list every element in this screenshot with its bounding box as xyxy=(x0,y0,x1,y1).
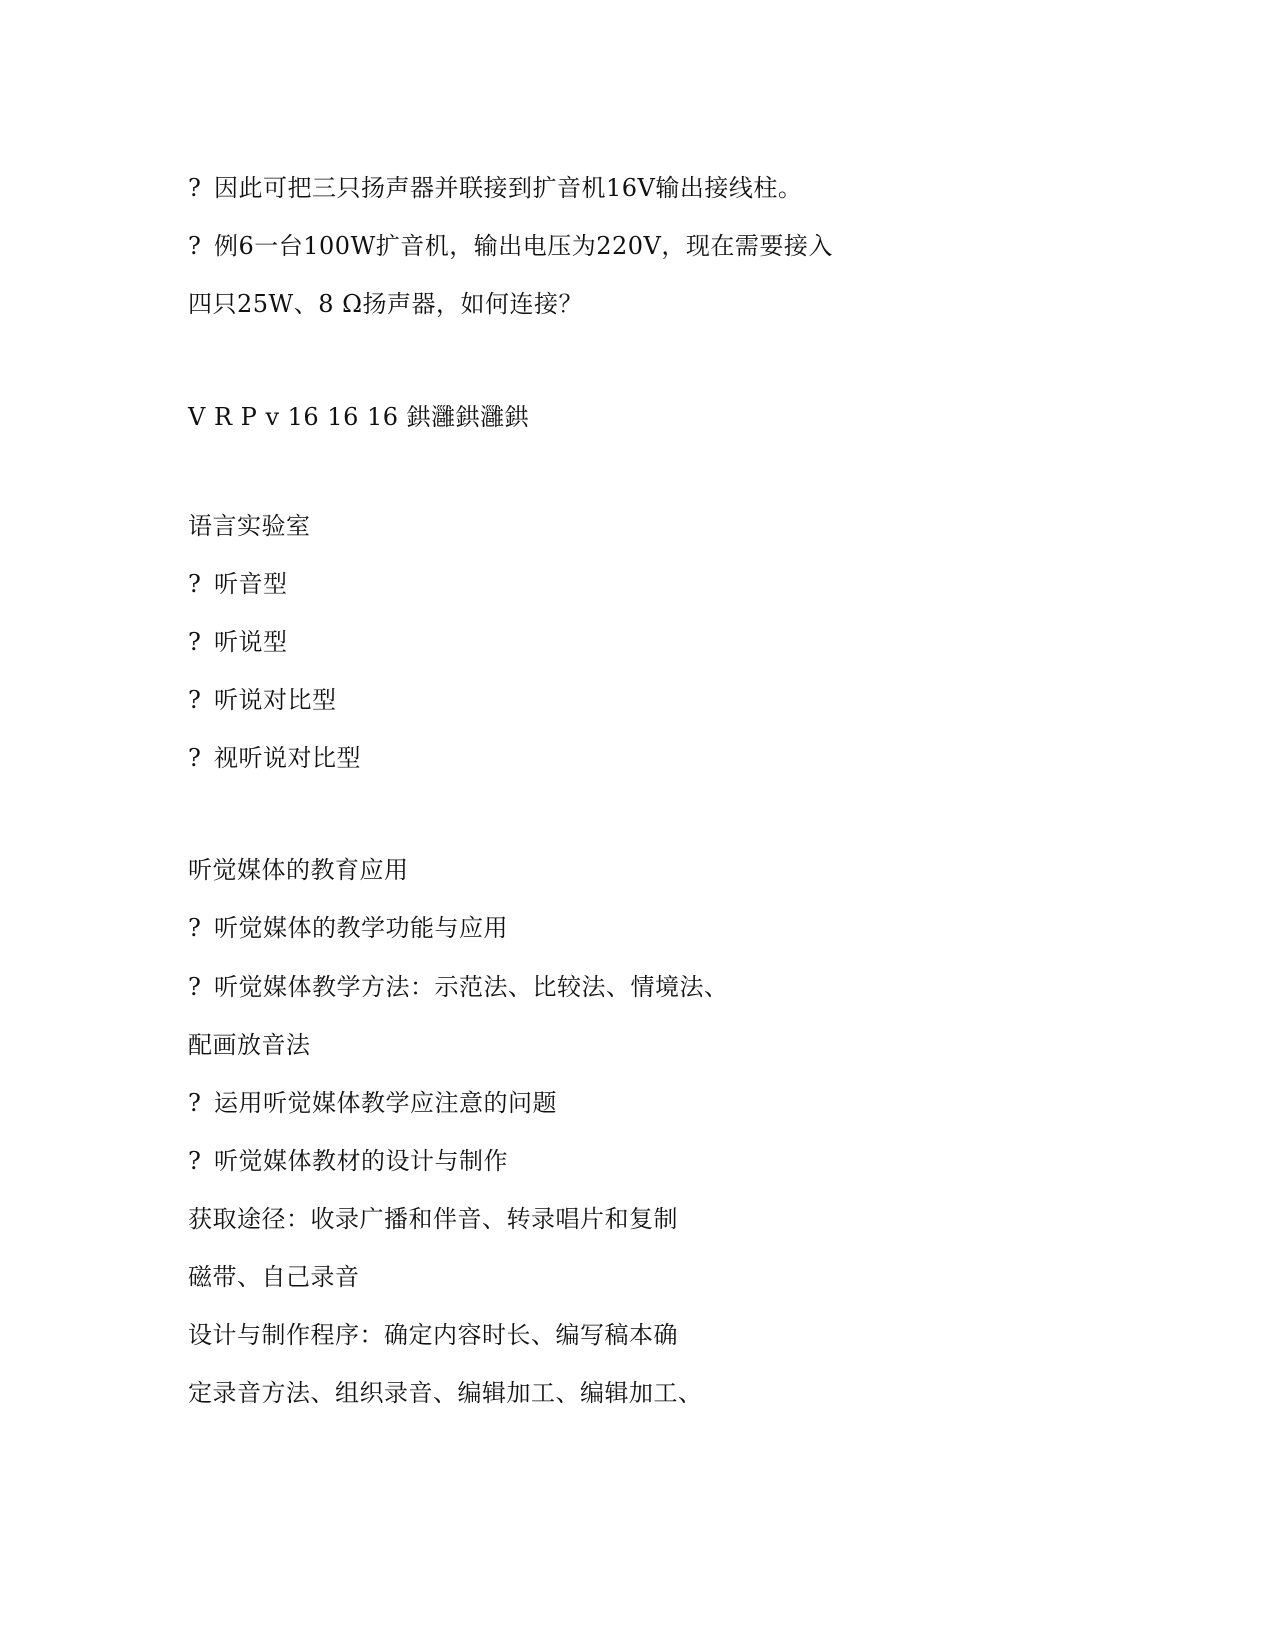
text-line xyxy=(188,685,337,715)
text-line xyxy=(188,627,288,657)
text-line xyxy=(188,1030,311,1060)
line-text: 听说对比型 xyxy=(214,686,337,714)
bullet-marker: ? xyxy=(188,174,202,202)
line-text: 因此可把三只扬声器并联接到扩音机16V输出接线柱。 xyxy=(214,174,803,202)
section-heading xyxy=(188,511,311,541)
line-text: 听觉媒体教材的设计与制作 xyxy=(214,1147,508,1175)
line-text: 听说型 xyxy=(214,628,288,656)
text-line xyxy=(188,231,833,261)
line-text: 设计与制作程序：确定内容时长、编写稿本确 xyxy=(188,1321,678,1349)
text-line xyxy=(188,913,508,943)
line-text: 配画放音法 xyxy=(188,1031,311,1059)
line-text: 磁带、自己录音 xyxy=(188,1263,360,1291)
text-line xyxy=(188,402,529,432)
line-text: 听觉媒体教学方法：示范法、比较法、情境法、 xyxy=(214,973,729,1001)
text-line xyxy=(188,1320,678,1350)
line-text: 四只25W、8 Ω扬声器，如何连接？ xyxy=(188,290,584,318)
text-line xyxy=(188,1262,360,1292)
bullet-marker: ? xyxy=(188,686,202,714)
text-line xyxy=(188,569,288,599)
line-text: 语言实验室 xyxy=(188,512,311,540)
section-heading xyxy=(188,855,409,885)
text-line xyxy=(188,173,802,203)
line-text: 视听说对比型 xyxy=(214,744,361,772)
text-line xyxy=(188,1204,678,1234)
bullet-marker: ? xyxy=(188,232,202,260)
line-text: V R P v 16 16 16 鉷灉鉷灉鉷 xyxy=(188,403,530,431)
bullet-marker: ? xyxy=(188,1089,202,1117)
line-text: 例6一台100W扩音机，输出电压为220V，现在需要接入 xyxy=(214,232,833,260)
bullet-marker: ? xyxy=(188,628,202,656)
line-text: 获取途径：收录广播和伴音、转录唱片和复制 xyxy=(188,1205,678,1233)
line-text: 听觉媒体的教学功能与应用 xyxy=(214,914,508,942)
text-line xyxy=(188,1146,508,1176)
line-text: 定录音方法、组织录音、编辑加工、编辑加工、 xyxy=(188,1379,703,1407)
bullet-marker: ? xyxy=(188,1147,202,1175)
text-line xyxy=(188,743,361,773)
text-line xyxy=(188,289,583,319)
bullet-marker: ? xyxy=(188,914,202,942)
line-text: 听音型 xyxy=(214,570,288,598)
text-line xyxy=(188,1378,703,1408)
line-text: 听觉媒体的教育应用 xyxy=(188,856,409,884)
bullet-marker: ? xyxy=(188,570,202,598)
bullet-marker: ? xyxy=(188,744,202,772)
bullet-marker: ? xyxy=(188,973,202,1001)
line-text: 运用听觉媒体教学应注意的问题 xyxy=(214,1089,557,1117)
text-line xyxy=(188,972,729,1002)
text-line xyxy=(188,1088,557,1118)
